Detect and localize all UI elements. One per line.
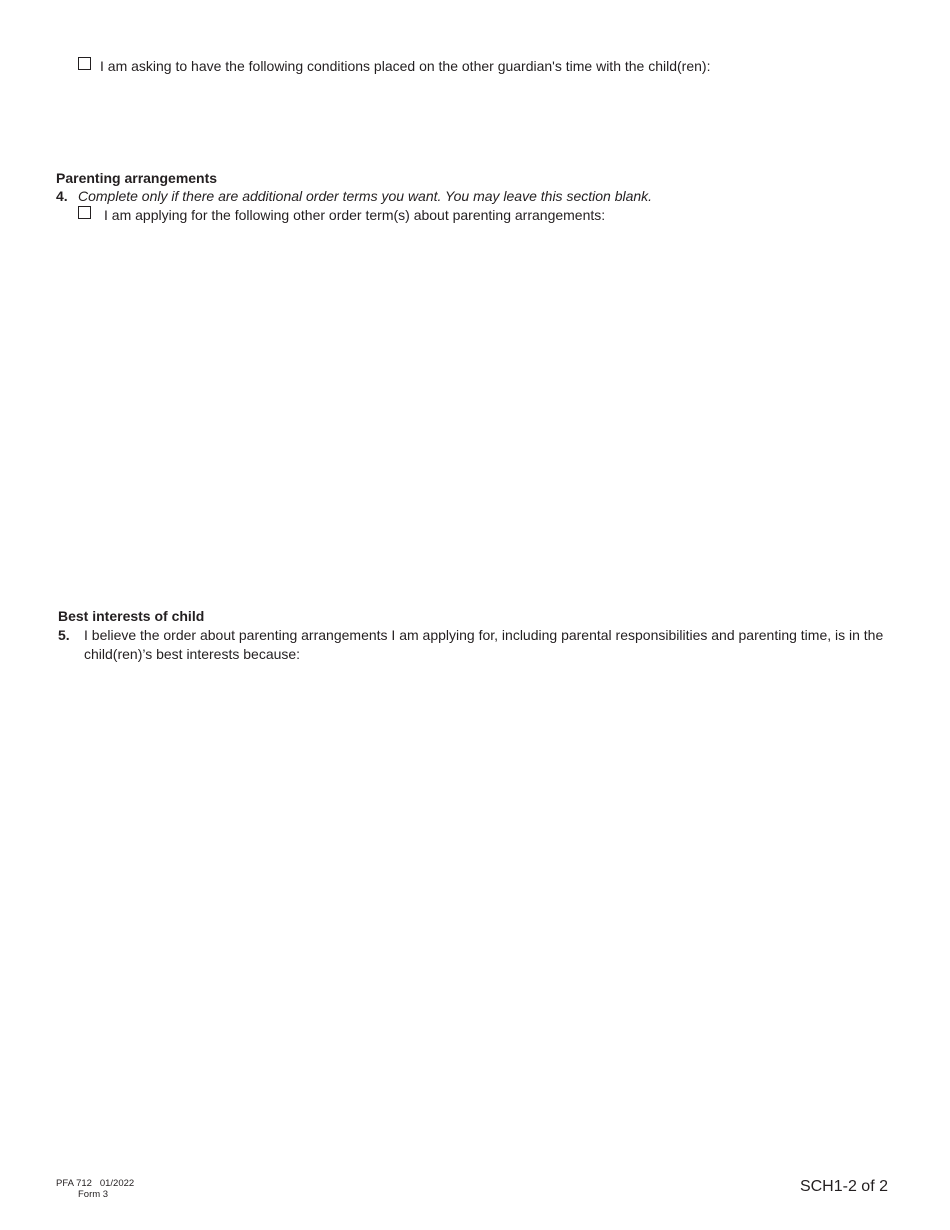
- footer-form-name: Form 3: [78, 1189, 109, 1200]
- parenting-arrangements-heading: Parenting arrangements: [56, 170, 218, 186]
- form-code: PFA 712: [56, 1178, 92, 1189]
- parenting-terms-checkbox[interactable]: [78, 206, 91, 219]
- conditions-checkbox-label: I am asking to have the following conditions placed on the other guardian's time with the child(ren):: [100, 58, 711, 74]
- conditions-checkbox[interactable]: [78, 57, 91, 70]
- item-4-number: 4.: [56, 188, 68, 204]
- page-number: SCH1-2 of 2: [799, 1178, 888, 1195]
- item-5-text-line2: child(ren)’s best interests because:: [84, 646, 301, 662]
- item-4-instruction: Complete only if there are additional order terms you want. You may leave this section blank.: [78, 188, 653, 204]
- item-5-number: 5.: [58, 627, 70, 643]
- parenting-terms-checkbox-label: I am applying for the following other order term(s) about parenting arrangements:: [104, 207, 606, 223]
- footer-form-code: [56, 1178, 134, 1189]
- form-date: 01/2022: [99, 1178, 135, 1189]
- best-interests-heading: Best interests of child: [58, 608, 205, 624]
- item-5-text-line1: I believe the order about parenting arrangements I am applying for, including parental responsibilities and parenting time, is in the: [84, 627, 884, 643]
